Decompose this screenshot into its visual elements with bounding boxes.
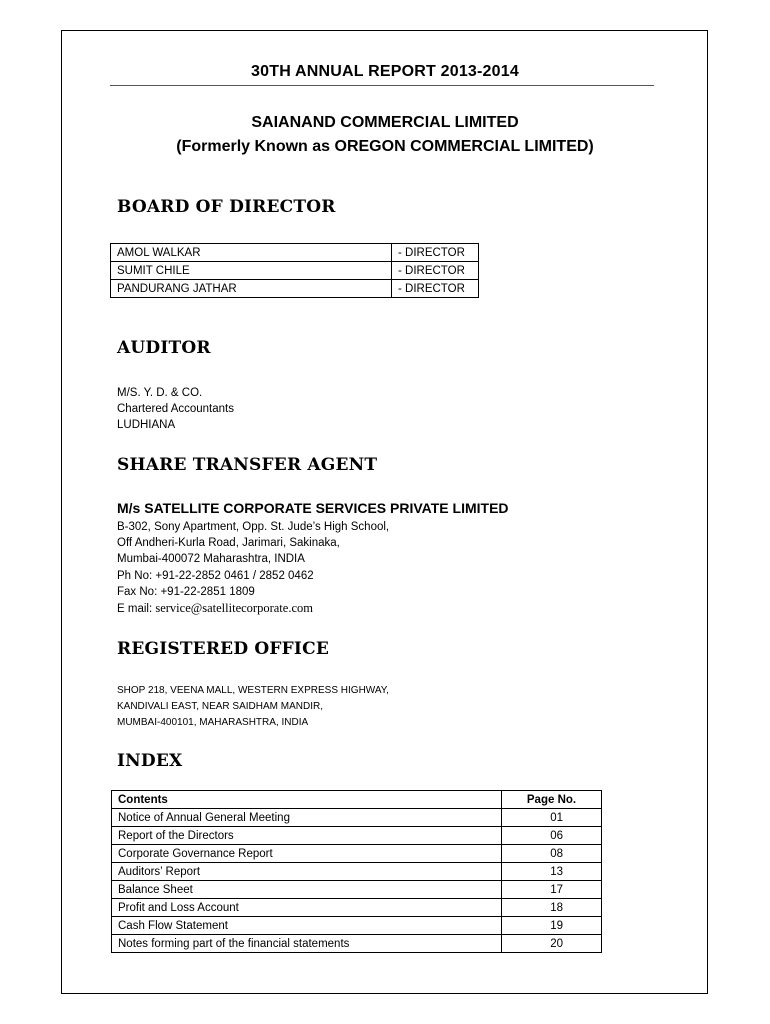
index-title: Profit and Loss Account	[112, 899, 502, 917]
index-title: Auditors’ Report	[112, 863, 502, 881]
index-page: 08	[502, 845, 602, 863]
agent-email-line	[117, 600, 389, 617]
email-label: E mail:	[117, 603, 156, 616]
office-line: SHOP 218, VEENA MALL, WESTERN EXPRESS HIGHWAY,	[117, 685, 389, 696]
auditor-details	[117, 385, 234, 434]
registered-office-heading: REGISTERED OFFICE	[117, 639, 329, 659]
agent-line: Ph No: +91-22-2852 0461 / 2852 0462	[117, 569, 314, 582]
index-heading: INDEX	[117, 751, 183, 771]
agent-email-link[interactable]: service@satellitecorporate.com	[155, 601, 313, 616]
auditor-line: M/S. Y. D. & CO.	[117, 387, 203, 399]
agent-address	[117, 519, 389, 617]
index-title: Corporate Governance Report	[112, 845, 502, 863]
contents-header: Contents	[112, 791, 502, 809]
agent-line: Fax No: +91-22-2851 1809	[117, 585, 255, 598]
table-row	[112, 809, 602, 827]
agent-line: Off Andheri-Kurla Road, Jarimari, Sakinaka,	[117, 537, 340, 550]
index-header-row	[112, 791, 602, 809]
index-page: 18	[502, 899, 602, 917]
auditor-line: LUDHIANA	[117, 419, 176, 432]
table-row	[112, 845, 602, 863]
company-name: SAIANAND COMMERCIAL LIMITED	[251, 114, 519, 131]
auditor-heading: AUDITOR	[117, 338, 211, 358]
index-title: Notes forming part of the financial statements	[112, 935, 502, 953]
index-table	[111, 790, 602, 953]
agent-line: Mumbai-400072 Maharashtra, INDIA	[117, 553, 305, 566]
registered-office-address	[117, 683, 389, 732]
index-page: 17	[502, 881, 602, 899]
title-underline	[110, 85, 654, 86]
director-role: - DIRECTOR	[392, 244, 479, 262]
former-company-name: (Formerly Known as OREGON COMMERCIAL LIMITED)	[176, 138, 594, 155]
table-row	[112, 863, 602, 881]
agent-line: B-302, Sony Apartment, Opp. St. Jude’s High School,	[117, 521, 390, 533]
director-name: PANDURANG JATHAR	[111, 280, 392, 298]
director-name: AMOL WALKAR	[111, 244, 392, 262]
index-page: 06	[502, 827, 602, 845]
director-role: - DIRECTOR	[392, 280, 479, 298]
office-line: KANDIVALI EAST, NEAR SAIDHAM MANDIR,	[117, 701, 323, 713]
table-row	[111, 280, 479, 298]
table-row	[112, 935, 602, 953]
index-page: 13	[502, 863, 602, 881]
table-row	[112, 917, 602, 935]
director-role: - DIRECTOR	[392, 262, 479, 280]
page-no-header: Page No.	[502, 791, 602, 809]
index-page: 20	[502, 935, 602, 953]
table-row	[111, 262, 479, 280]
index-page: 19	[502, 917, 602, 935]
table-row	[112, 827, 602, 845]
index-page: 01	[502, 809, 602, 827]
table-row	[112, 881, 602, 899]
board-heading: BOARD OF DIRECTOR	[117, 197, 336, 217]
office-line: MUMBAI-400101, MAHARASHTRA, INDIA	[117, 717, 309, 729]
index-title: Notice of Annual General Meeting	[112, 809, 502, 827]
agent-heading: SHARE TRANSFER AGENT	[117, 455, 378, 475]
table-row	[111, 244, 479, 262]
agent-name: M/s SATELLITE CORPORATE SERVICES PRIVATE LIMITED	[117, 500, 509, 516]
index-title: Report of the Directors	[112, 827, 502, 845]
director-name: SUMIT CHILE	[111, 262, 392, 280]
index-title: Balance Sheet	[112, 881, 502, 899]
report-title: 30TH ANNUAL REPORT 2013-2014	[251, 63, 519, 80]
index-title: Cash Flow Statement	[112, 917, 502, 935]
auditor-line: Chartered Accountants	[117, 403, 234, 416]
table-row	[112, 899, 602, 917]
board-table	[110, 243, 479, 298]
